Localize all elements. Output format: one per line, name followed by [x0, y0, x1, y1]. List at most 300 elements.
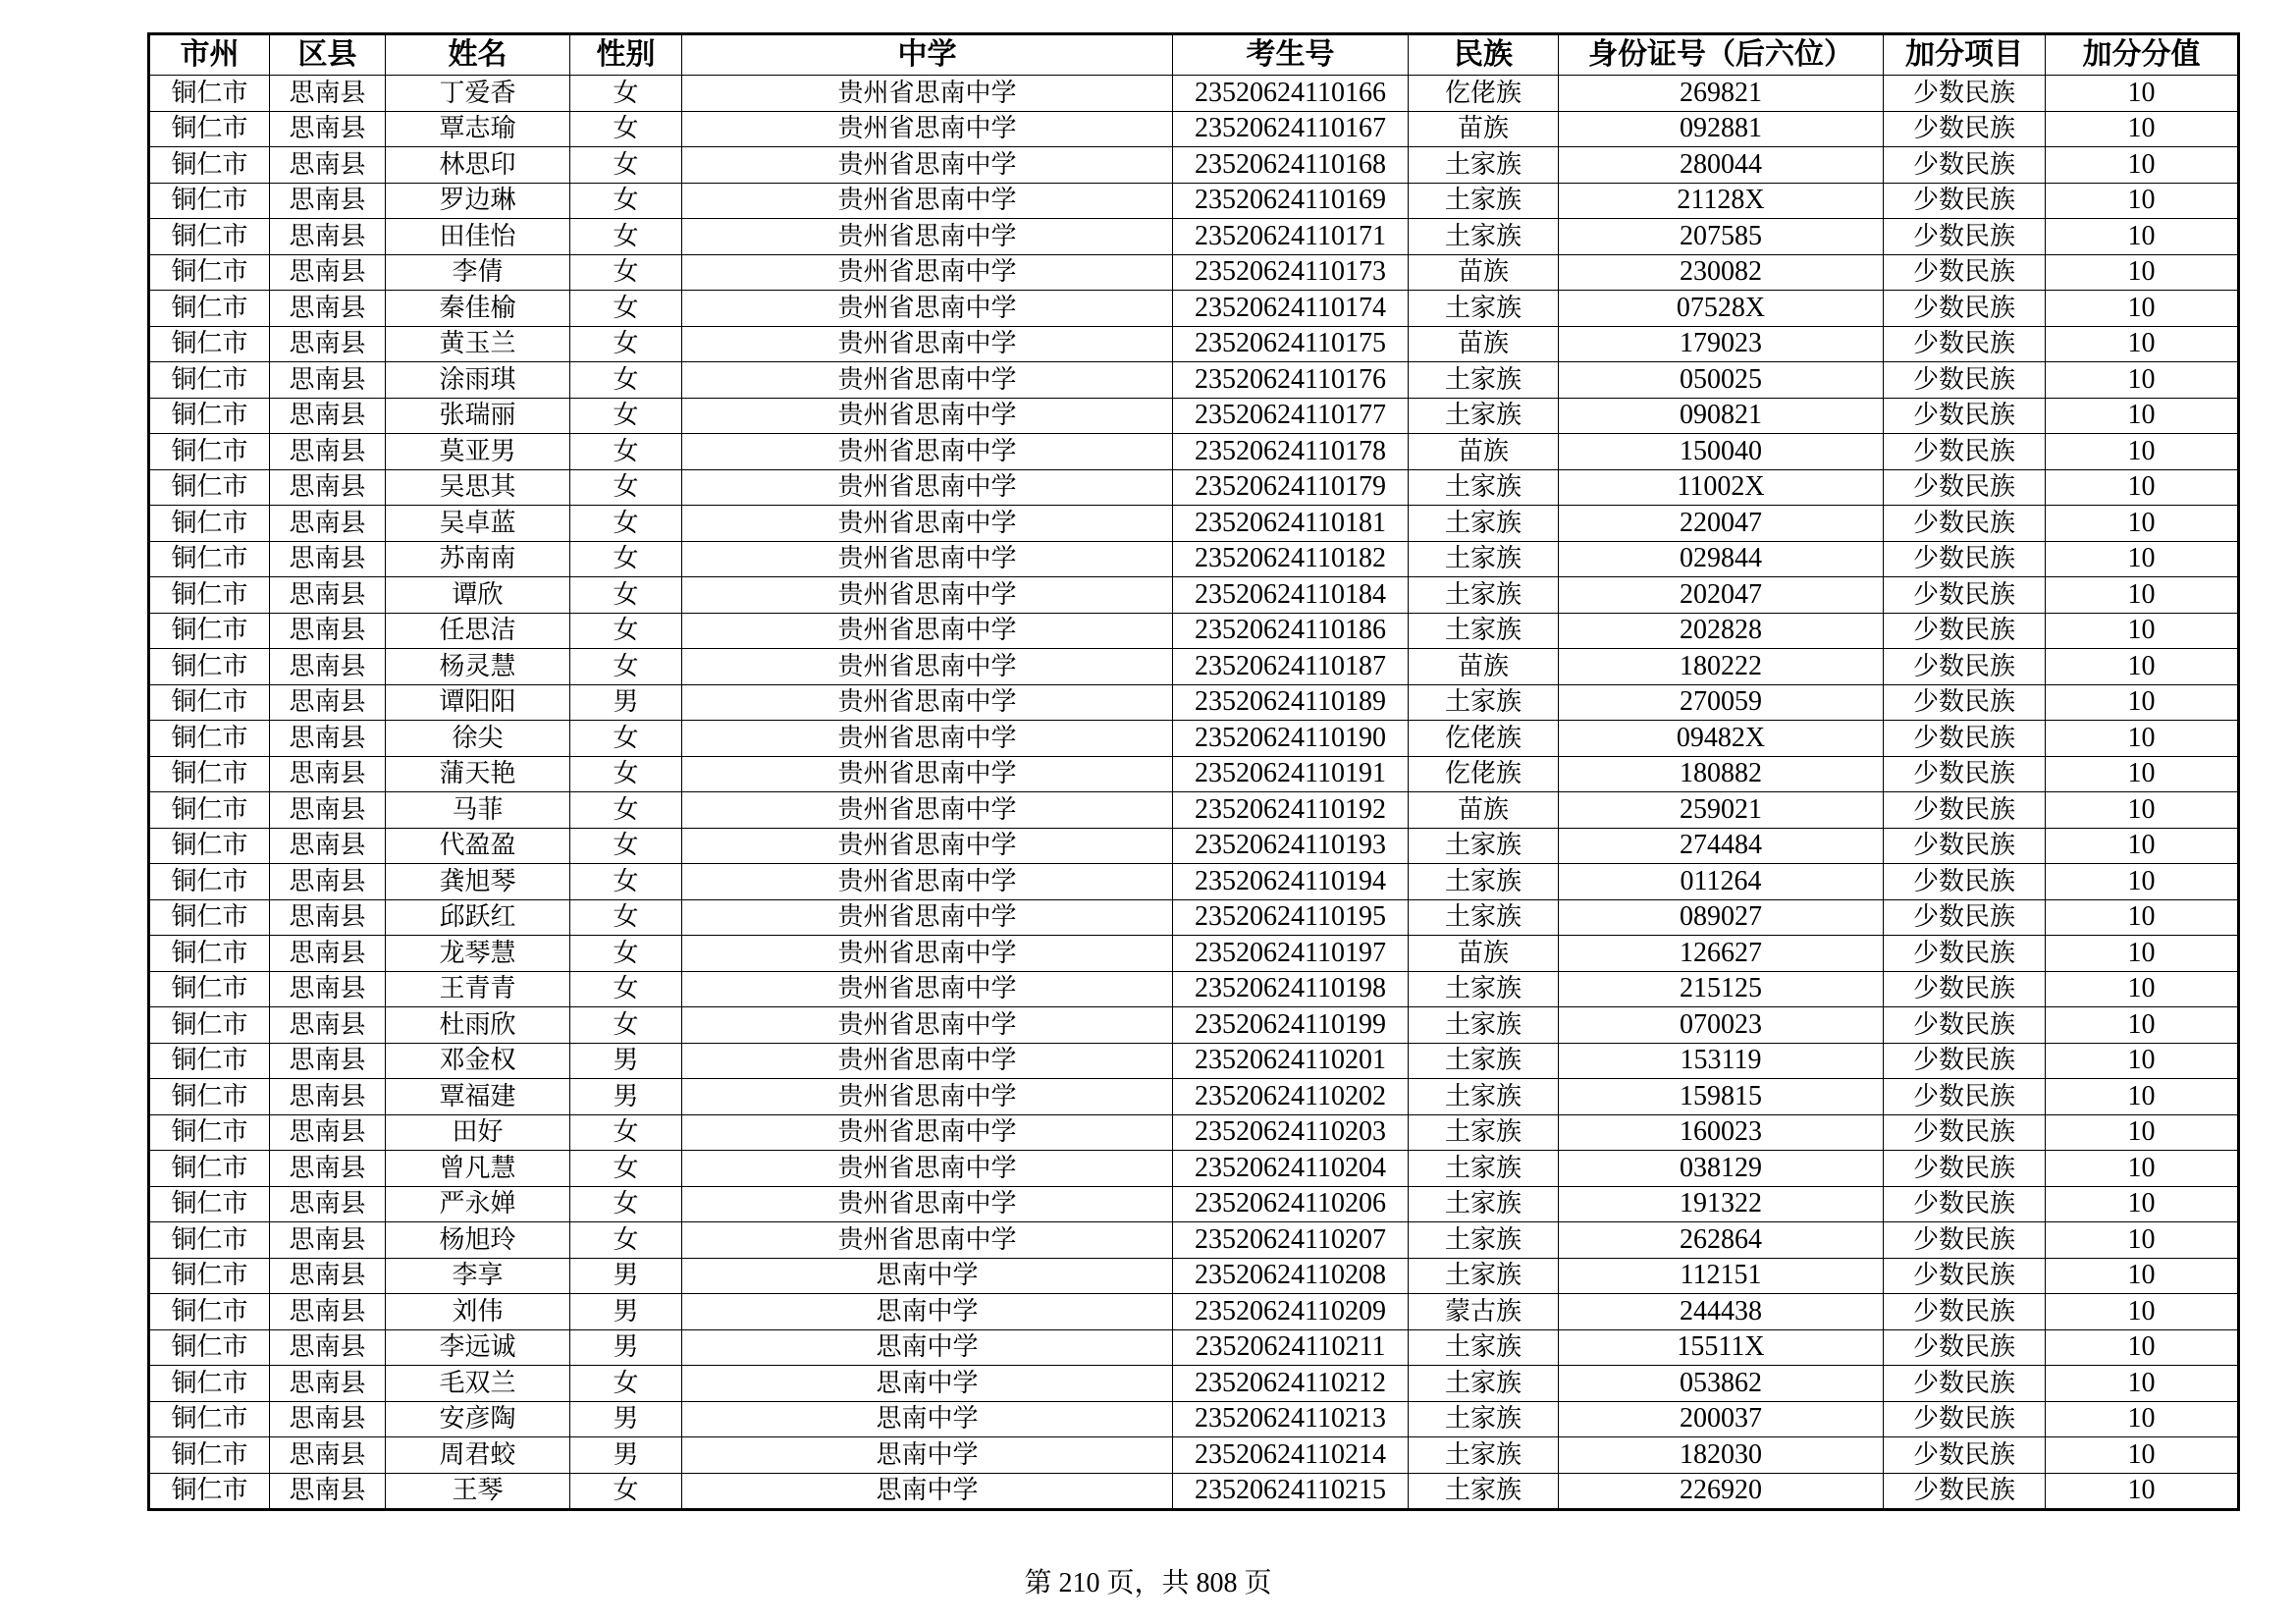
cell-city: 铜仁市 — [149, 291, 270, 327]
cell-id-last-six: 092881 — [1559, 111, 1884, 147]
cell-gender: 女 — [570, 76, 682, 112]
cell-name: 林思印 — [386, 147, 570, 184]
cell-name: 杨旭玲 — [386, 1222, 570, 1259]
cell-school: 贵州省思南中学 — [682, 326, 1173, 362]
cell-exam-number: 23520624110209 — [1173, 1294, 1409, 1330]
cell-name: 秦佳榆 — [386, 291, 570, 327]
cell-county: 思南县 — [270, 864, 386, 900]
cell-exam-number: 23520624110202 — [1173, 1079, 1409, 1115]
table-row — [149, 1294, 2239, 1330]
cell-exam-number: 23520624110206 — [1173, 1186, 1409, 1222]
cell-gender: 男 — [570, 1043, 682, 1079]
cell-city: 铜仁市 — [149, 864, 270, 900]
bonus-points-table — [147, 32, 2240, 1511]
cell-bonus-value: 10 — [2046, 1007, 2239, 1044]
cell-id-last-six: 011264 — [1559, 864, 1884, 900]
cell-bonus-value: 10 — [2046, 1437, 2239, 1474]
cell-bonus-item: 少数民族 — [1884, 1366, 2046, 1402]
cell-city: 铜仁市 — [149, 1043, 270, 1079]
cell-exam-number: 23520624110168 — [1173, 147, 1409, 184]
table-row — [149, 469, 2239, 506]
table-row — [149, 541, 2239, 577]
cell-name: 代盈盈 — [386, 828, 570, 864]
cell-gender: 男 — [570, 1401, 682, 1437]
cell-bonus-item: 少数民族 — [1884, 541, 2046, 577]
cell-id-last-six: 200037 — [1559, 1401, 1884, 1437]
cell-name: 任思洁 — [386, 613, 570, 649]
cell-gender: 男 — [570, 1437, 682, 1474]
cell-name: 谭阳阳 — [386, 684, 570, 721]
cell-gender: 女 — [570, 577, 682, 614]
cell-id-last-six: 029844 — [1559, 541, 1884, 577]
cell-exam-number: 23520624110203 — [1173, 1114, 1409, 1151]
cell-exam-number: 23520624110176 — [1173, 362, 1409, 399]
cell-exam-number: 23520624110190 — [1173, 721, 1409, 757]
table-row — [149, 111, 2239, 147]
table-row — [149, 613, 2239, 649]
col-header-bonus-value: 加分分值 — [2046, 34, 2239, 76]
cell-county: 思南县 — [270, 684, 386, 721]
cell-bonus-value: 10 — [2046, 1186, 2239, 1222]
cell-gender: 女 — [570, 971, 682, 1007]
cell-ethnicity: 土家族 — [1409, 219, 1559, 255]
cell-ethnicity: 土家族 — [1409, 577, 1559, 614]
cell-school: 贵州省思南中学 — [682, 828, 1173, 864]
cell-bonus-item: 少数民族 — [1884, 326, 2046, 362]
table-row — [149, 219, 2239, 255]
cell-bonus-item: 少数民族 — [1884, 183, 2046, 219]
cell-school: 贵州省思南中学 — [682, 864, 1173, 900]
col-header-bonus-item: 加分项目 — [1884, 34, 2046, 76]
cell-bonus-item: 少数民族 — [1884, 1186, 2046, 1222]
cell-county: 思南县 — [270, 1079, 386, 1115]
cell-city: 铜仁市 — [149, 147, 270, 184]
cell-ethnicity: 土家族 — [1409, 506, 1559, 542]
cell-id-last-six: 215125 — [1559, 971, 1884, 1007]
cell-bonus-value: 10 — [2046, 326, 2239, 362]
cell-school: 贵州省思南中学 — [682, 899, 1173, 936]
cell-id-last-six: 182030 — [1559, 1437, 1884, 1474]
cell-exam-number: 23520624110187 — [1173, 649, 1409, 685]
cell-name: 马菲 — [386, 792, 570, 829]
cell-bonus-value: 10 — [2046, 362, 2239, 399]
cell-bonus-value: 10 — [2046, 721, 2239, 757]
table-row — [149, 899, 2239, 936]
cell-bonus-item: 少数民族 — [1884, 649, 2046, 685]
cell-bonus-item: 少数民族 — [1884, 756, 2046, 792]
cell-exam-number: 23520624110178 — [1173, 434, 1409, 470]
cell-gender: 女 — [570, 183, 682, 219]
cell-exam-number: 23520624110207 — [1173, 1222, 1409, 1259]
cell-city: 铜仁市 — [149, 434, 270, 470]
cell-exam-number: 23520624110169 — [1173, 183, 1409, 219]
cell-school: 贵州省思南中学 — [682, 1222, 1173, 1259]
cell-county: 思南县 — [270, 1114, 386, 1151]
cell-bonus-item: 少数民族 — [1884, 864, 2046, 900]
cell-school: 贵州省思南中学 — [682, 1043, 1173, 1079]
cell-name: 苏南南 — [386, 541, 570, 577]
cell-county: 思南县 — [270, 936, 386, 972]
cell-gender: 女 — [570, 434, 682, 470]
cell-county: 思南县 — [270, 1329, 386, 1366]
cell-bonus-item: 少数民族 — [1884, 971, 2046, 1007]
cell-gender: 女 — [570, 147, 682, 184]
cell-county: 思南县 — [270, 1366, 386, 1402]
cell-id-last-six: 226920 — [1559, 1473, 1884, 1510]
cell-school: 贵州省思南中学 — [682, 971, 1173, 1007]
cell-county: 思南县 — [270, 111, 386, 147]
cell-city: 铜仁市 — [149, 1114, 270, 1151]
cell-name: 王青青 — [386, 971, 570, 1007]
col-header-name: 姓名 — [386, 34, 570, 76]
cell-school: 贵州省思南中学 — [682, 1186, 1173, 1222]
cell-county: 思南县 — [270, 1473, 386, 1510]
cell-id-last-six: 09482X — [1559, 721, 1884, 757]
cell-city: 铜仁市 — [149, 183, 270, 219]
cell-school: 贵州省思南中学 — [682, 1007, 1173, 1044]
cell-county: 思南县 — [270, 1151, 386, 1187]
table-row — [149, 1329, 2239, 1366]
table-row — [149, 684, 2239, 721]
cell-id-last-six: 259021 — [1559, 792, 1884, 829]
cell-gender: 女 — [570, 613, 682, 649]
cell-ethnicity: 土家族 — [1409, 541, 1559, 577]
cell-city: 铜仁市 — [149, 971, 270, 1007]
cell-name: 曾凡慧 — [386, 1151, 570, 1187]
cell-exam-number: 23520624110199 — [1173, 1007, 1409, 1044]
cell-city: 铜仁市 — [149, 1151, 270, 1187]
cell-city: 铜仁市 — [149, 577, 270, 614]
cell-name: 田佳怡 — [386, 219, 570, 255]
cell-bonus-value: 10 — [2046, 506, 2239, 542]
cell-county: 思南县 — [270, 254, 386, 291]
table-row — [149, 864, 2239, 900]
cell-city: 铜仁市 — [149, 1222, 270, 1259]
cell-school: 贵州省思南中学 — [682, 721, 1173, 757]
cell-school: 贵州省思南中学 — [682, 362, 1173, 399]
table-row — [149, 76, 2239, 112]
cell-school: 思南中学 — [682, 1329, 1173, 1366]
cell-name: 刘伟 — [386, 1294, 570, 1330]
cell-ethnicity: 土家族 — [1409, 1007, 1559, 1044]
cell-ethnicity: 土家族 — [1409, 1186, 1559, 1222]
cell-bonus-item: 少数民族 — [1884, 147, 2046, 184]
col-header-city: 市州 — [149, 34, 270, 76]
cell-name: 严永婵 — [386, 1186, 570, 1222]
cell-bonus-value: 10 — [2046, 864, 2239, 900]
cell-name: 安彦陶 — [386, 1401, 570, 1437]
cell-city: 铜仁市 — [149, 721, 270, 757]
cell-bonus-value: 10 — [2046, 1079, 2239, 1115]
cell-bonus-item: 少数民族 — [1884, 613, 2046, 649]
cell-name: 王琴 — [386, 1473, 570, 1510]
cell-bonus-item: 少数民族 — [1884, 111, 2046, 147]
cell-gender: 女 — [570, 1366, 682, 1402]
cell-exam-number: 23520624110171 — [1173, 219, 1409, 255]
cell-county: 思南县 — [270, 1222, 386, 1259]
cell-bonus-item: 少数民族 — [1884, 792, 2046, 829]
cell-exam-number: 23520624110204 — [1173, 1151, 1409, 1187]
cell-name: 覃志瑜 — [386, 111, 570, 147]
cell-school: 贵州省思南中学 — [682, 291, 1173, 327]
cell-id-last-six: 11002X — [1559, 469, 1884, 506]
table-row — [149, 506, 2239, 542]
cell-bonus-value: 10 — [2046, 828, 2239, 864]
cell-gender: 女 — [570, 219, 682, 255]
cell-county: 思南县 — [270, 828, 386, 864]
cell-school: 贵州省思南中学 — [682, 147, 1173, 184]
cell-gender: 男 — [570, 1258, 682, 1294]
cell-city: 铜仁市 — [149, 899, 270, 936]
cell-ethnicity: 苗族 — [1409, 254, 1559, 291]
cell-gender: 女 — [570, 1186, 682, 1222]
cell-city: 铜仁市 — [149, 756, 270, 792]
cell-bonus-value: 10 — [2046, 183, 2239, 219]
cell-name: 徐尖 — [386, 721, 570, 757]
cell-county: 思南县 — [270, 1401, 386, 1437]
cell-bonus-value: 10 — [2046, 469, 2239, 506]
cell-school: 贵州省思南中学 — [682, 76, 1173, 112]
col-header-id-last-six: 身份证号（后六位） — [1559, 34, 1884, 76]
cell-name: 龙琴慧 — [386, 936, 570, 972]
table-row — [149, 828, 2239, 864]
cell-school: 贵州省思南中学 — [682, 434, 1173, 470]
cell-county: 思南县 — [270, 1258, 386, 1294]
cell-exam-number: 23520624110182 — [1173, 541, 1409, 577]
cell-gender: 女 — [570, 469, 682, 506]
cell-id-last-six: 159815 — [1559, 1079, 1884, 1115]
cell-bonus-value: 10 — [2046, 613, 2239, 649]
table-row — [149, 1473, 2239, 1510]
cell-gender: 女 — [570, 111, 682, 147]
cell-gender: 女 — [570, 1151, 682, 1187]
cell-gender: 女 — [570, 756, 682, 792]
cell-city: 铜仁市 — [149, 469, 270, 506]
cell-school: 贵州省思南中学 — [682, 1079, 1173, 1115]
cell-ethnicity: 土家族 — [1409, 362, 1559, 399]
cell-bonus-item: 少数民族 — [1884, 434, 2046, 470]
cell-bonus-item: 少数民族 — [1884, 1079, 2046, 1115]
cell-school: 贵州省思南中学 — [682, 398, 1173, 434]
cell-city: 铜仁市 — [149, 1007, 270, 1044]
table-row — [149, 1258, 2239, 1294]
table-row — [149, 721, 2239, 757]
cell-bonus-value: 10 — [2046, 792, 2239, 829]
cell-county: 思南县 — [270, 756, 386, 792]
cell-exam-number: 23520624110208 — [1173, 1258, 1409, 1294]
cell-bonus-item: 少数民族 — [1884, 577, 2046, 614]
cell-school: 贵州省思南中学 — [682, 792, 1173, 829]
cell-exam-number: 23520624110212 — [1173, 1366, 1409, 1402]
cell-name: 邓金权 — [386, 1043, 570, 1079]
cell-gender: 男 — [570, 1079, 682, 1115]
cell-bonus-item: 少数民族 — [1884, 291, 2046, 327]
table-row — [149, 362, 2239, 399]
cell-bonus-value: 10 — [2046, 899, 2239, 936]
cell-county: 思南县 — [270, 721, 386, 757]
cell-ethnicity: 仡佬族 — [1409, 721, 1559, 757]
cell-bonus-item: 少数民族 — [1884, 1114, 2046, 1151]
cell-ethnicity: 土家族 — [1409, 1114, 1559, 1151]
cell-bonus-item: 少数民族 — [1884, 398, 2046, 434]
cell-gender: 女 — [570, 1473, 682, 1510]
cell-id-last-six: 191322 — [1559, 1186, 1884, 1222]
cell-city: 铜仁市 — [149, 362, 270, 399]
cell-gender: 女 — [570, 1114, 682, 1151]
cell-name: 李倩 — [386, 254, 570, 291]
cell-city: 铜仁市 — [149, 1329, 270, 1366]
cell-gender: 男 — [570, 1329, 682, 1366]
cell-ethnicity: 土家族 — [1409, 398, 1559, 434]
cell-bonus-value: 10 — [2046, 1401, 2239, 1437]
cell-ethnicity: 土家族 — [1409, 1437, 1559, 1474]
cell-county: 思南县 — [270, 899, 386, 936]
cell-bonus-value: 10 — [2046, 1329, 2239, 1366]
cell-exam-number: 23520624110192 — [1173, 792, 1409, 829]
table-row — [149, 326, 2239, 362]
cell-ethnicity: 土家族 — [1409, 469, 1559, 506]
cell-exam-number: 23520624110198 — [1173, 971, 1409, 1007]
cell-gender: 女 — [570, 792, 682, 829]
cell-school: 贵州省思南中学 — [682, 541, 1173, 577]
cell-bonus-item: 少数民族 — [1884, 936, 2046, 972]
cell-county: 思南县 — [270, 506, 386, 542]
cell-bonus-item: 少数民族 — [1884, 1258, 2046, 1294]
cell-id-last-six: 270059 — [1559, 684, 1884, 721]
cell-county: 思南县 — [270, 219, 386, 255]
cell-school: 贵州省思南中学 — [682, 756, 1173, 792]
cell-city: 铜仁市 — [149, 1366, 270, 1402]
cell-school: 贵州省思南中学 — [682, 1151, 1173, 1187]
table-row — [149, 434, 2239, 470]
cell-city: 铜仁市 — [149, 936, 270, 972]
cell-gender: 女 — [570, 1222, 682, 1259]
table-body — [149, 76, 2239, 1510]
cell-ethnicity: 土家族 — [1409, 613, 1559, 649]
cell-county: 思南县 — [270, 1437, 386, 1474]
table-row — [149, 291, 2239, 327]
cell-gender: 女 — [570, 362, 682, 399]
cell-city: 铜仁市 — [149, 1437, 270, 1474]
table-row — [149, 792, 2239, 829]
cell-id-last-six: 179023 — [1559, 326, 1884, 362]
cell-bonus-item: 少数民族 — [1884, 362, 2046, 399]
cell-city: 铜仁市 — [149, 506, 270, 542]
cell-bonus-item: 少数民族 — [1884, 254, 2046, 291]
cell-ethnicity: 苗族 — [1409, 434, 1559, 470]
cell-exam-number: 23520624110177 — [1173, 398, 1409, 434]
cell-school: 贵州省思南中学 — [682, 577, 1173, 614]
cell-name: 邱跃红 — [386, 899, 570, 936]
cell-bonus-value: 10 — [2046, 756, 2239, 792]
table-row — [149, 147, 2239, 184]
cell-ethnicity: 蒙古族 — [1409, 1294, 1559, 1330]
cell-ethnicity: 土家族 — [1409, 1151, 1559, 1187]
cell-city: 铜仁市 — [149, 398, 270, 434]
cell-city: 铜仁市 — [149, 76, 270, 112]
cell-school: 贵州省思南中学 — [682, 254, 1173, 291]
table-row — [149, 1437, 2239, 1474]
col-header-school: 中学 — [682, 34, 1173, 76]
cell-school: 贵州省思南中学 — [682, 506, 1173, 542]
cell-bonus-value: 10 — [2046, 1043, 2239, 1079]
cell-school: 贵州省思南中学 — [682, 684, 1173, 721]
cell-ethnicity: 土家族 — [1409, 971, 1559, 1007]
cell-bonus-item: 少数民族 — [1884, 76, 2046, 112]
cell-exam-number: 23520624110184 — [1173, 577, 1409, 614]
cell-city: 铜仁市 — [149, 1401, 270, 1437]
cell-id-last-six: 207585 — [1559, 219, 1884, 255]
cell-exam-number: 23520624110201 — [1173, 1043, 1409, 1079]
cell-gender: 女 — [570, 291, 682, 327]
cell-name: 蒲天艳 — [386, 756, 570, 792]
cell-exam-number: 23520624110197 — [1173, 936, 1409, 972]
cell-ethnicity: 土家族 — [1409, 183, 1559, 219]
col-header-gender: 性别 — [570, 34, 682, 76]
cell-bonus-value: 10 — [2046, 684, 2239, 721]
cell-city: 铜仁市 — [149, 111, 270, 147]
cell-county: 思南县 — [270, 76, 386, 112]
cell-school: 思南中学 — [682, 1366, 1173, 1402]
table-row — [149, 1151, 2239, 1187]
cell-gender: 女 — [570, 899, 682, 936]
cell-county: 思南县 — [270, 1186, 386, 1222]
col-header-ethnicity: 民族 — [1409, 34, 1559, 76]
cell-name: 黄玉兰 — [386, 326, 570, 362]
cell-school: 贵州省思南中学 — [682, 219, 1173, 255]
table-row — [149, 1222, 2239, 1259]
table-row — [149, 254, 2239, 291]
cell-school: 思南中学 — [682, 1294, 1173, 1330]
cell-bonus-value: 10 — [2046, 219, 2239, 255]
cell-bonus-item: 少数民族 — [1884, 1294, 2046, 1330]
cell-name: 张瑞丽 — [386, 398, 570, 434]
cell-ethnicity: 苗族 — [1409, 111, 1559, 147]
table-row — [149, 398, 2239, 434]
table-row — [149, 971, 2239, 1007]
cell-name: 罗边琳 — [386, 183, 570, 219]
cell-bonus-value: 10 — [2046, 398, 2239, 434]
cell-id-last-six: 269821 — [1559, 76, 1884, 112]
cell-gender: 女 — [570, 326, 682, 362]
cell-ethnicity: 土家族 — [1409, 1079, 1559, 1115]
cell-school: 贵州省思南中学 — [682, 936, 1173, 972]
table-row — [149, 577, 2239, 614]
cell-name: 莫亚男 — [386, 434, 570, 470]
cell-bonus-value: 10 — [2046, 76, 2239, 112]
cell-county: 思南县 — [270, 469, 386, 506]
cell-bonus-item: 少数民族 — [1884, 1043, 2046, 1079]
cell-id-last-six: 15511X — [1559, 1329, 1884, 1366]
cell-bonus-value: 10 — [2046, 1222, 2239, 1259]
table-row — [149, 936, 2239, 972]
cell-school: 思南中学 — [682, 1258, 1173, 1294]
table-header-row — [149, 34, 2239, 76]
cell-id-last-six: 202828 — [1559, 613, 1884, 649]
cell-city: 铜仁市 — [149, 649, 270, 685]
cell-bonus-value: 10 — [2046, 111, 2239, 147]
cell-id-last-six: 112151 — [1559, 1258, 1884, 1294]
cell-ethnicity: 土家族 — [1409, 684, 1559, 721]
cell-name: 吴卓蓝 — [386, 506, 570, 542]
cell-ethnicity: 土家族 — [1409, 1401, 1559, 1437]
cell-school: 思南中学 — [682, 1401, 1173, 1437]
cell-id-last-six: 160023 — [1559, 1114, 1884, 1151]
cell-id-last-six: 262864 — [1559, 1222, 1884, 1259]
cell-ethnicity: 苗族 — [1409, 792, 1559, 829]
cell-county: 思南县 — [270, 362, 386, 399]
cell-id-last-six: 280044 — [1559, 147, 1884, 184]
